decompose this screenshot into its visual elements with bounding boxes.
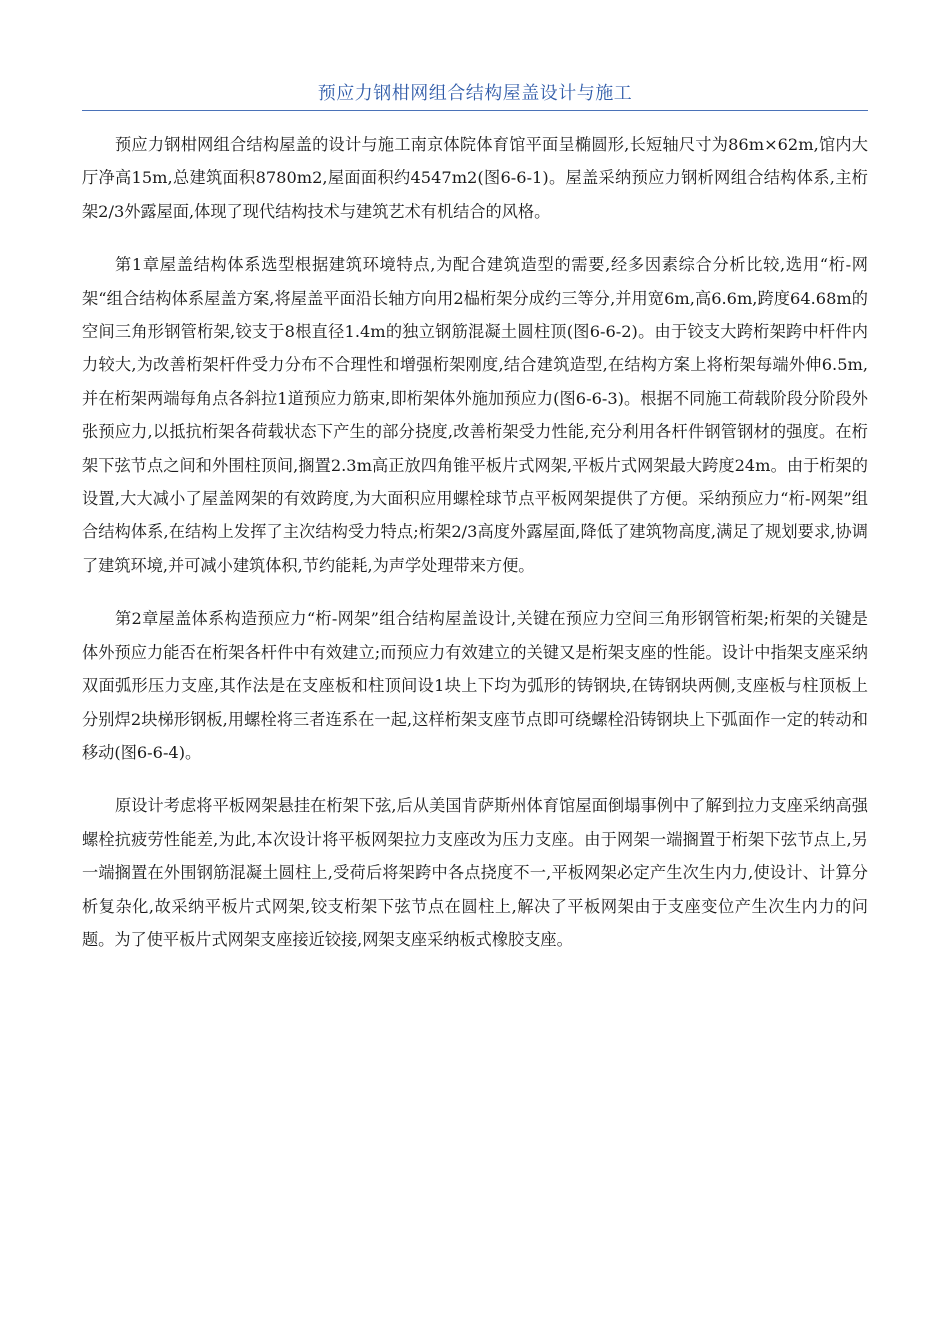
page-title: 预应力钢柑网组合结构屋盖设计与施工 (317, 83, 633, 104)
paragraph-chapter-2: 第2章屋盖体系构造预应力“桁-网架”组合结构屋盖设计,关键在预应力空间三角形钢管桁架;桁架的关键是体外预应力能否在桁架各杆件中有效建立;而预应力有效建立的关键又是桁架支座的性能。设计中指架支座采纳双面弧形压力支座,其作法是在支座板和柱顶间设1块上下均为弧形的铸钢块,在铸钢块两侧,支座板与柱顶板上分别焊2块梯形钢板,用螺栓将三者连系在一起,这样桁架支座节点即可绕螺栓沿铸钢块上下弧面作一定的转动和移动(图6-6-4)。 (82, 609, 868, 762)
document-body (82, 128, 868, 976)
page-header (82, 80, 868, 111)
paragraph-chapter-1: 第1章屋盖结构体系选型根据建筑环境特点,为配合建筑造型的需要,经多因素综合分析比较,选用“桁-网架“组合结构体系屋盖方案,将屋盖平面沿长轴方向用2榀桁架分成约三等分,并用宽6m,高6.6m,跨度64.68m的空间三角形钢管桁架,铰支于8根直径1.4m的独立钢筋混凝土圆柱顶(图6-6-2)。由于铰支大跨桁架跨中杆件内力较大,为改善桁架杆件受力分布不合理性和增强桁架刚度,结合建筑造型,在结构方案上将桁架每端外伸6.5m,并在桁架两端每角点各斜拉1道预应力筋束,即桁架体外施加预应力(图6-6-3)。根据不同施工荷载阶段分阶段外张预应力,以抵抗桁架各荷载状态下产生的部分挠度,改善桁架受力性能,充分利用各杆件钢管钢材的强度。在桁架下弦节点之间和外围柱顶间,搁置2.3m高正放四角锥平板片式网架,平板片式网架最大跨度24m。由于桁架的设置,大大减小了屋盖网架的有效跨度,为大面积应用螺栓球节点平板网架提供了方便。采纳预应力“桁-网架”组合结构体系,在结构上发挥了主次结构受力特点;桁架2/3高度外露屋面,降低了建筑物高度,满足了规划要求,协调了建筑环境,并可减小建筑体积,节约能耗,为声学处理带来方便。 (82, 255, 868, 575)
paragraph-intro: 预应力钢柑网组合结构屋盖的设计与施工南京体院体育馆平面呈椭圆形,长短轴尺寸为86m×62m,馆内大厅净高15m,总建筑面积8780m2,屋面面积约4547m2(图6-6-1)。屋盖采纳预应力钢析网组合结构体系,主桁架2/3外露屋面,体现了现代结构技术与建筑艺术有机结合的风格。 (82, 135, 868, 221)
paragraph-support-design: 原设计考虑将平板网架悬挂在桁架下弦,后从美国肯萨斯州体育馆屋面倒塌事例中了解到拉力支座采纳高强螺栓抗疲劳性能差,为此,本次设计将平板网架拉力支座改为压力支座。由于网架一端搁置于桁架下弦节点上,另一端搁置在外围钢筋混凝土圆柱上,受荷后将架跨中各点挠度不一,平板网架必定产生次生内力,使设计、计算分析复杂化,故采纳平板片式网架,铰支桁架下弦节点在圆柱上,解决了平板网架由于支座变位产生次生内力的问题。为了使平板片式网架支座接近铰接,网架支座采纳板式橡胶支座。 (82, 796, 868, 949)
